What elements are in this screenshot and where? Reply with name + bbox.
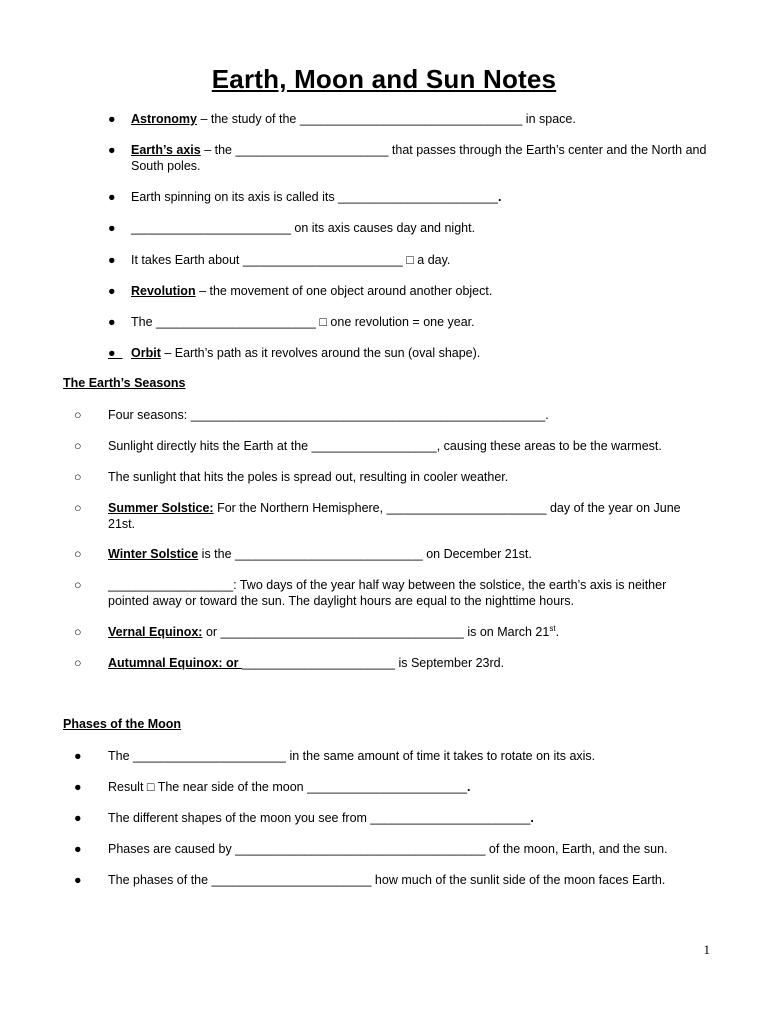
note-earths-axis: Earth’s axis – the ______________________ that passes through the Earth’s center and the North and South poles. [131,143,707,173]
note-moon-shapes: The different shapes of the moon you see from _______________________. [108,811,534,825]
bullet-icon: ● [74,749,82,763]
fill-in-blank: _______________________ [338,190,498,204]
note-day-length: It takes Earth about _______________________ □ a day. [131,253,451,267]
note-year: The _______________________ □ one revolution = one year. [131,315,475,329]
page-number: 1 [703,942,710,957]
bullet-icon: ● [108,284,116,298]
fill-in-blank: ________________________________ [299,112,523,126]
fill-in-blank: __________________ [311,439,437,453]
hollow-bullet-icon: ○ [74,547,82,561]
note-revolution: Revolution – the movement of one object around another object. [131,284,493,298]
hollow-bullet-icon: ○ [74,578,82,592]
fill-in-blank: ____________________________________ [235,842,486,856]
note-four-seasons: Four seasons: ___________________________________________________. [108,408,549,422]
note-moon-rotation: The ______________________ in the same amount of time it takes to rotate on its axis. [108,749,596,763]
note-autumnal-equinox: Autumnal Equinox: or ______________________ is September 23rd. [108,656,505,670]
hollow-bullet-icon: ○ [74,501,82,515]
fill-in-blank: ___________________________________ [220,625,464,639]
bullet-icon: ● [108,190,116,204]
fill-in-blank: _______________________ [156,315,316,329]
fill-in-blank: ______________________ [235,143,389,157]
fill-in-blank: _______________________ [307,780,468,794]
fill-in-blank: ______________________ [242,656,395,670]
fill-in-blank: _______________________ [131,221,291,235]
bullet-icon: ● [74,873,82,887]
hollow-bullet-icon: ○ [74,625,82,639]
note-orbit: Orbit – Earth’s path as it revolves around the sun (oval shape). [131,346,481,360]
bullet-icon: ● [108,315,116,329]
note-vernal-equinox: Vernal Equinox: or ___________________________________ is on March 21st. [108,623,560,639]
note-poles: The sunlight that hits the poles is spread out, resulting in cooler weather. [108,470,509,484]
note-direct-sunlight: Sunlight directly hits the Earth at the __________________, causing these areas to be the warmest. [108,439,662,453]
hollow-bullet-icon: ○ [74,656,82,670]
hollow-bullet-icon: ○ [74,439,82,453]
note-rotation: Earth spinning on its axis is called its _______________________. [131,190,502,204]
fill-in-blank: ______________________ [133,749,286,763]
note-phases-caused: Phases are caused by ____________________________________ of the moon, Earth, and the sun. [108,842,668,856]
fill-in-blank: ___________________________________________________ [190,408,546,422]
bullet-icon: ● [108,221,116,235]
note-summer-solstice: Summer Solstice: For the Northern Hemisphere, _______________________ day of the year on June 21st. [108,501,681,531]
bullet-icon: ● [108,346,116,360]
page-title: Earth, Moon and Sun Notes [211,64,557,94]
bullet-icon: ● [74,811,82,825]
bullet-icon: ● [74,842,82,856]
fill-in-blank: _______________________ [386,501,547,515]
fill-in-blank: ___________________________ [235,547,423,561]
note-equinox: __________________: Two days of the year half way between the solstice, the earth’s axis is neither pointed away or toward the sun. The daylight hours are equal to the nighttime hours. [108,578,667,608]
note-winter-solstice: Winter Solstice is the ___________________________ on December 21st. [108,547,532,561]
fill-in-blank: _______________________ [211,873,372,887]
note-phases-sunlit: The phases of the _______________________ how much of the sunlit side of the moon faces Earth. [108,873,666,887]
hollow-bullet-icon: ○ [74,408,82,422]
fill-in-blank: _______________________ [242,253,403,267]
hollow-bullet-icon: ○ [74,470,82,484]
section-heading-seasons: The Earth’s Seasons [63,376,186,390]
bullet-icon: ● [108,253,116,267]
section-heading-moon-phases: Phases of the Moon [63,717,182,731]
bullet-icon: ● [108,143,116,157]
fill-in-blank: __________________ [108,578,234,592]
note-near-side: Result □ The near side of the moon _______________________. [108,780,471,794]
note-day-night: _______________________ on its axis causes day and night. [131,221,476,235]
note-astronomy: Astronomy – the study of the ________________________________ in space. [131,112,576,126]
bullet-icon: ● [74,780,82,794]
fill-in-blank: _______________________ [370,811,531,825]
bullet-icon: ● [108,112,116,126]
